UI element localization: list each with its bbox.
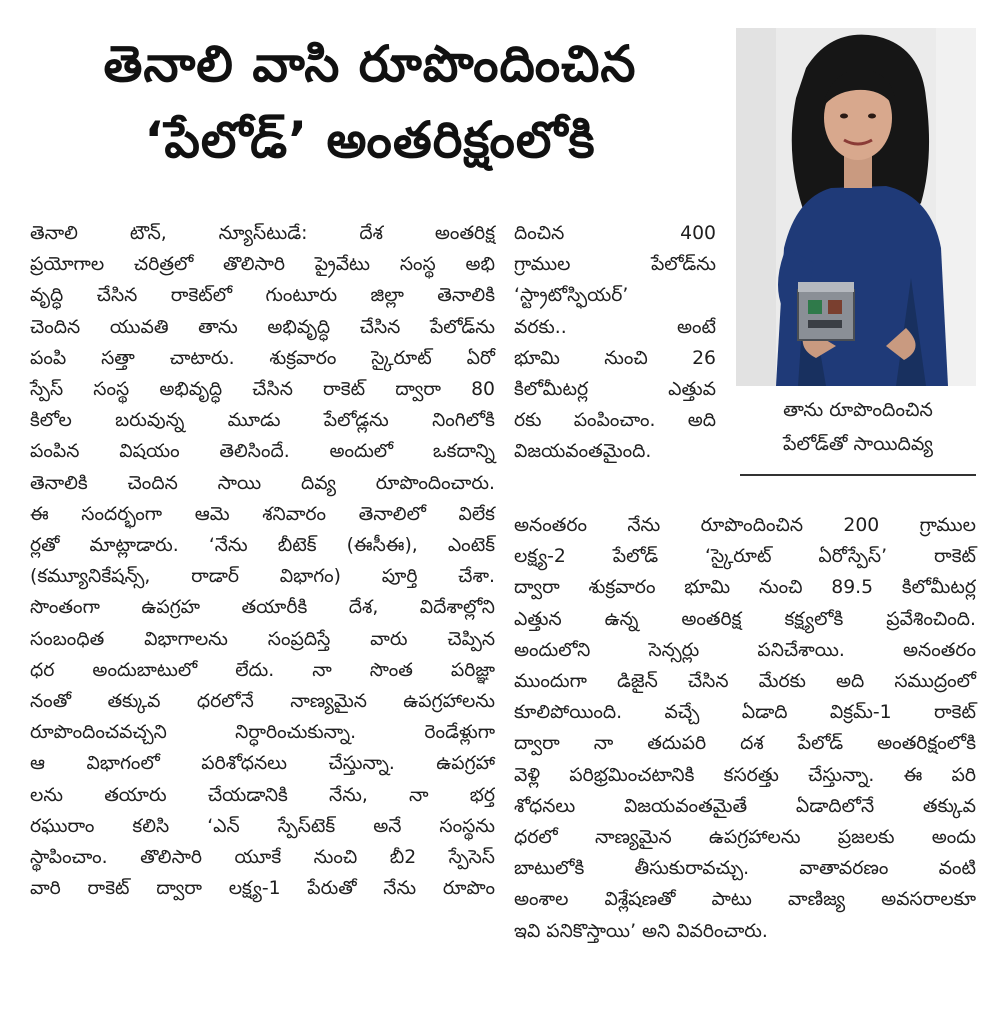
column-line: కూలిపోయింది. వచ్చే ఏడాది విక్రమ్-1 రాకెట్ [514, 702, 976, 724]
article-column-1 [30, 218, 495, 904]
article-column-3 [514, 510, 976, 947]
column-line: ధర అందుబాటులో లేదు. నా సొంత పరిజ్ఞా [30, 659, 495, 681]
column-line: ర్లతో మాట్లాడారు. ‘నేను బీటెక్ (ఈసీఈ), ఎంటెక్ [30, 535, 495, 557]
headline [30, 26, 710, 178]
column-line: ప్రయోగాల చరిత్రలో తొలిసారి ప్రైవేటు సంస్థ అభి [30, 254, 495, 276]
woman-holding-payload-photo [736, 28, 976, 386]
column-line: పంపిన విషయం తెలిసిందే. అందులో ఒకదాన్ని [30, 441, 495, 463]
column-line: వారి రాకెట్ ద్వారా లక్ష్య-1 పేరుతో నేను రూపొం [30, 878, 495, 900]
column-line: ఎత్తున ఉన్న అంతరిక్ష కక్ష్యలోకి ప్రవేశించింది. [514, 608, 976, 630]
column-line: అనంతరం నేను రూపొందించిన 200 గ్రాముల [514, 515, 976, 536]
column-line: సొంతంగా ఉపగ్రహ తయారీకి దేశ, విదేశాల్లోని [30, 597, 495, 619]
column-line: స్పేస్ సంస్థ అభివృద్ధి చేసిన రాకెట్ ద్వారా 80 [30, 379, 495, 401]
column-line: అందులోని సెన్సర్లు పనిచేశాయి. అనంతరం [514, 639, 976, 661]
column-line: తెనాలి టౌన్, న్యూస్‌టుడే: దేశ అంతరిక్ష [30, 223, 495, 244]
column-line: ముందుగా డిజైన్ చేసిన మేరకు అది సముద్రంలో [514, 671, 976, 693]
photo-caption [740, 393, 976, 461]
column-line: లక్ష్య-2 పేలోడ్ ‘స్కైరూట్ ఏరోస్పేస్’ రాకెట్ [514, 546, 976, 568]
headline-line-2: ‘పేలోడ్’ అంతరిక్షంలోకి [144, 111, 596, 169]
column-line: బాటులోకి తీసుకురావచ్చు. వాతావరణం వంటి [514, 858, 976, 880]
column-line: వెళ్లి పరిభ్రమించటానికి కసరత్తు చేస్తున్నా. ఈ పరి [514, 764, 976, 786]
column-line: కిలోల బరువున్న మూడు పేలోడ్లను నింగిలోకి [30, 410, 495, 432]
column-line: ఇవి పనికొస్తాయి’ అని వివరించారు. [514, 920, 768, 942]
column-line: భూమి నుంచి 26 [514, 347, 716, 369]
column-line: ‘స్ట్రాటోస్ఫియర్’ [514, 285, 629, 307]
column-line: వృద్ధి చేసిన రాకెట్‌లో గుంటూరు జిల్లా తెనాలికి [30, 285, 495, 307]
photo-caption-line-1: తాను రూపొందించిన [783, 399, 933, 421]
photo-caption-line-2: పేలోడ్‌తో సాయిదివ్య [783, 433, 933, 455]
column-line: రూపొందించవచ్చని నిర్ధారించుకున్నా. రెండేళ్లుగా [30, 722, 495, 744]
column-line: కిలోమీటర్ల ఎత్తువ [514, 379, 716, 401]
column-line: దించిన 400 [514, 223, 716, 244]
column-line: ద్వారా శుక్రవారం భూమి నుంచి 89.5 కిలోమీటర్ల [514, 577, 976, 599]
column-line: సంబంధిత విభాగాలను సంప్రదిస్తే వారు చెప్పిన [30, 628, 495, 650]
column-line: తెనాలికి చెందిన సాయి దివ్య రూపొందించారు. [30, 472, 495, 494]
article-column-2 [514, 218, 716, 468]
column-line: వరకు.. అంటే [514, 316, 716, 338]
column-line: లను తయారు చేయడానికి నేను, నా భర్త [30, 784, 495, 806]
column-line: రఘురాం కలిసి ‘ఎన్ స్పేస్‌టెక్ అనే సంస్థను [30, 815, 495, 837]
column-line: రకు పంపించాం. అది [514, 410, 716, 432]
column-line: స్థాపించాం. తొలిసారి యూకే నుంచి బీ2 స్పేసెస్ [30, 847, 495, 869]
column-line: చెందిన యువతి తాను అభివృద్ధి చేసిన పేలోడ్‌ను [30, 316, 495, 338]
column-line: అంశాల విశ్లేషణతో పాటు వాణిజ్య అవసరాలకూ [514, 889, 976, 911]
column-line: పంపి సత్తా చాటారు. శుక్రవారం స్కైరూట్ ఏరో [30, 347, 495, 369]
column-line: శోధనలు విజయవంతమైతే ఏడాదిలోనే తక్కువ [514, 795, 976, 817]
caption-divider [740, 474, 976, 476]
column-line: ద్వారా నా తదుపరి దశ పేలోడ్ అంతరిక్షంలోకి [514, 733, 976, 755]
column-line: ధరలో నాణ్యమైన ఉపగ్రహాలను ప్రజలకు అందు [514, 827, 976, 849]
column-line: ఆ విభాగంలో పరిశోధనలు చేస్తున్నా. ఉపగ్రహా [30, 753, 495, 775]
column-line: నంతో తక్కువ ధరలోనే నాణ్యమైన ఉపగ్రహాలను [30, 691, 495, 713]
column-line: ఈ సందర్భంగా ఆమె శనివారం తెనాలిలో విలేక [30, 503, 495, 525]
column-line: విజయవంతమైంది. [514, 441, 652, 463]
headline-line-1: తెనాలి వాసి రూపొందించిన [103, 35, 637, 93]
column-line: గ్రాముల పేలోడ్‌ను [514, 254, 716, 276]
column-line: (కమ్యూనికేషన్స్, రాడార్ విభాగం) పూర్తి చేశా. [30, 566, 495, 588]
